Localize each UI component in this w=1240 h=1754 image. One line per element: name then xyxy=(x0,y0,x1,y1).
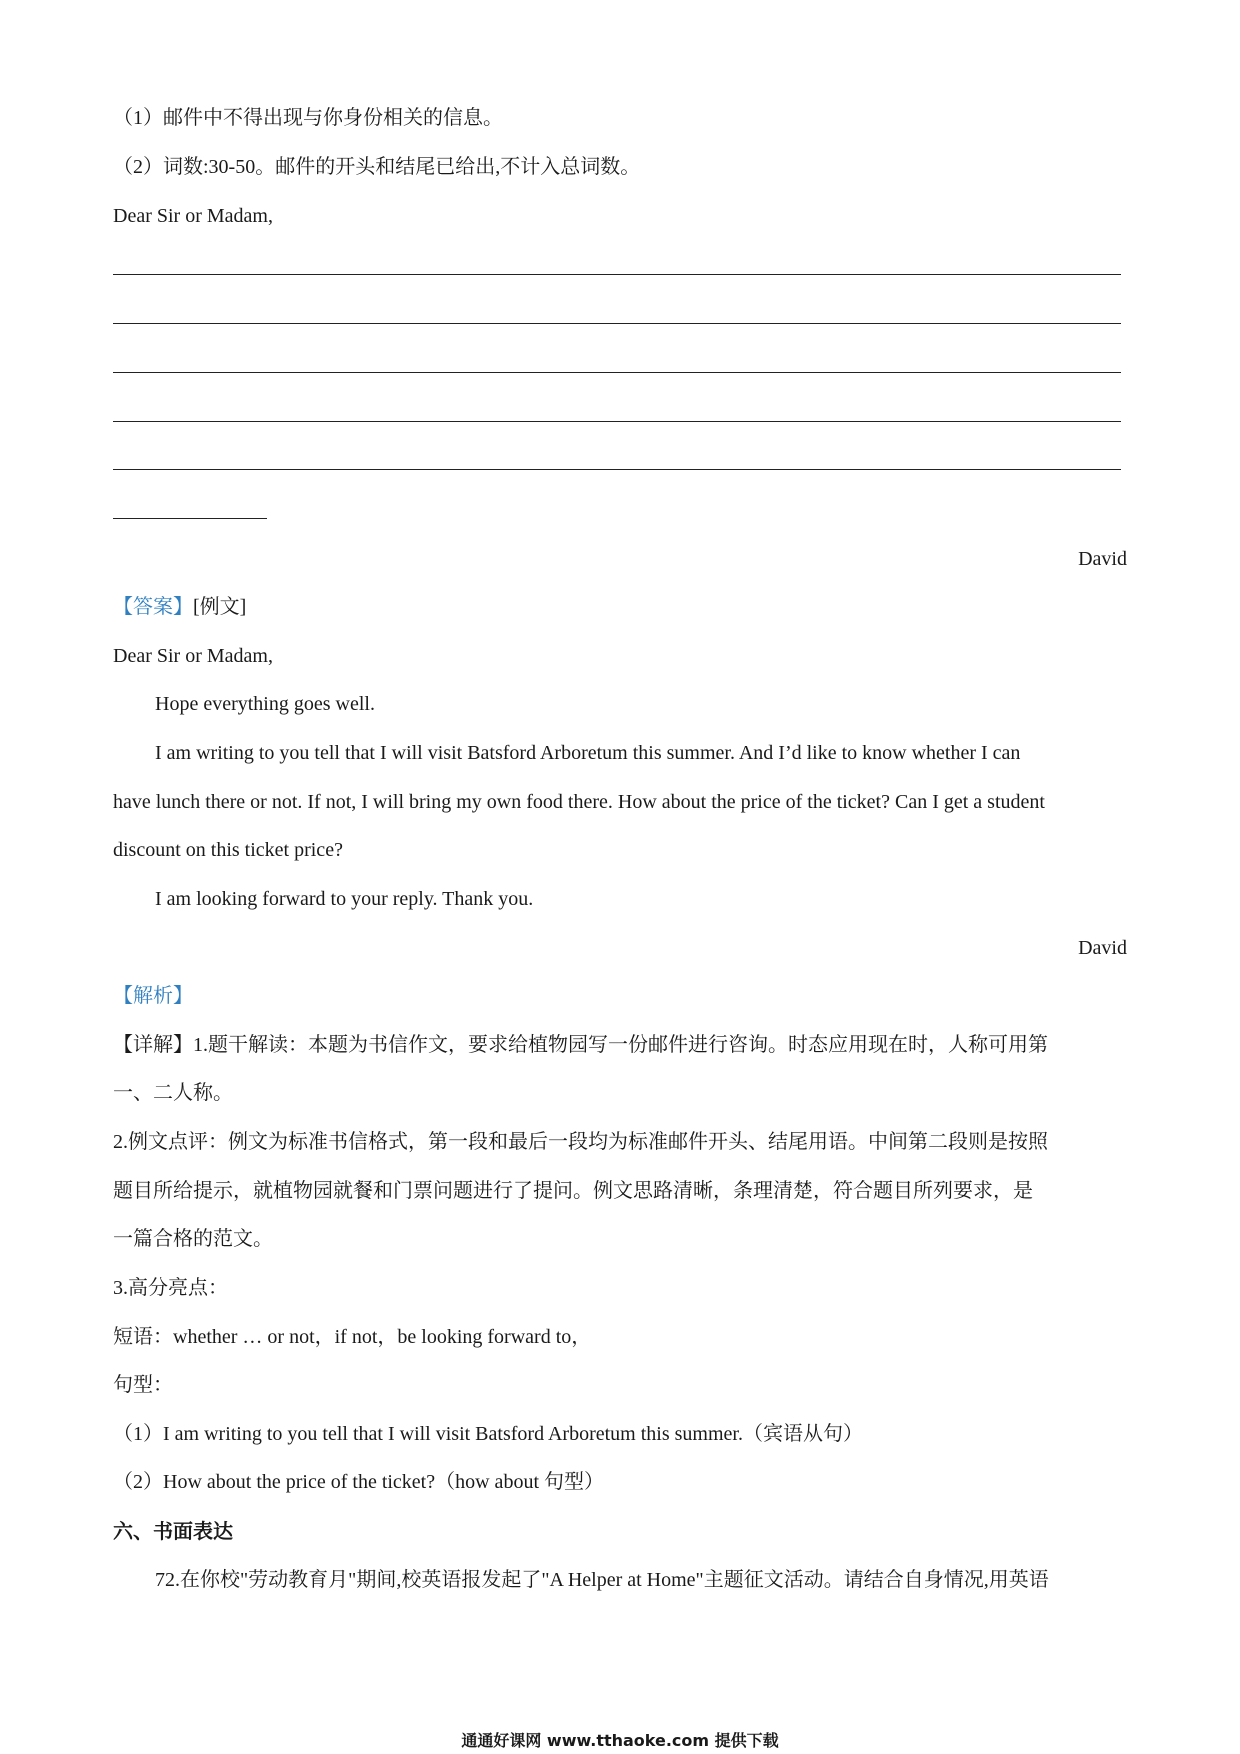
writing-line-2 xyxy=(113,323,1121,324)
answer-salutation: Dear Sir or Madam, xyxy=(113,645,273,667)
requirement-1: （1）邮件中不得出现与你身份相关的信息。 xyxy=(113,107,503,129)
writing-line-4 xyxy=(113,421,1121,422)
answer-paragraph-2-line-2: have lunch there or not. If not, I will bring my own food there. How about the price of the ticket? Can I get a student xyxy=(113,791,1045,813)
answer-paragraph-2-line-1: I am writing to you tell that I will visit Batsford Arboretum this summer. And I’d like to know whether I can xyxy=(155,742,1021,764)
section-heading: 六、书面表达 xyxy=(113,1519,233,1543)
writing-line-5 xyxy=(113,469,1121,470)
analysis-detail-2-line-3: 一篇合格的范文。 xyxy=(113,1228,273,1250)
question-72: 72.在你校"劳动教育月"期间,校英语报发起了"A Helper at Home"主题征文活动。请结合自身情况,用英语 xyxy=(155,1569,1049,1591)
answer-signature: David xyxy=(1078,937,1127,959)
analysis-tag: 【解析】 xyxy=(113,985,193,1007)
analysis-detail-1-line-1: 【详解】1.题干解读：本题为书信作文，要求给植物园写一份邮件进行咨询。时态应用现在时，人称可用第 xyxy=(113,1034,1048,1056)
answer-label: [例文] xyxy=(193,596,247,618)
answer-paragraph-3: I am looking forward to your reply. Thank you. xyxy=(155,888,534,910)
answer-heading xyxy=(113,593,246,621)
analysis-detail-3: 3.高分亮点： xyxy=(113,1277,228,1299)
writing-line-6 xyxy=(113,518,267,519)
writing-line-1 xyxy=(113,274,1121,275)
analysis-sentence-1: （1）I am writing to you tell that I will visit Batsford Arboretum this summer.（宾语从句） xyxy=(113,1423,863,1445)
requirement-2: （2）词数:30-50。邮件的开头和结尾已给出,不计入总词数。 xyxy=(113,156,641,178)
analysis-phrases: 短语：whether … or not，if not，be looking forward to， xyxy=(113,1326,592,1348)
page-footer: 通通好课网 www.tthaoke.com 提供下载 xyxy=(461,1731,779,1750)
answer-paragraph-2-line-3: discount on this ticket price? xyxy=(113,839,343,861)
answer-paragraph-1: Hope everything goes well. xyxy=(155,693,375,715)
letter-signature: David xyxy=(1078,548,1127,570)
letter-salutation: Dear Sir or Madam, xyxy=(113,205,273,227)
analysis-detail-1-line-2: 一、二人称。 xyxy=(113,1082,233,1104)
answer-tag: 【答案】 xyxy=(113,596,193,618)
analysis-detail-2-line-1: 2.例文点评：例文为标准书信格式，第一段和最后一段均为标准邮件开头、结尾用语。中间第二段则是按照 xyxy=(113,1131,1048,1153)
writing-line-3 xyxy=(113,372,1121,373)
analysis-sentence-label: 句型： xyxy=(113,1374,173,1396)
analysis-detail-2-line-2: 题目所给提示，就植物园就餐和门票问题进行了提问。例文思路清晰，条理清楚，符合题目所列要求，是 xyxy=(113,1180,1033,1202)
analysis-sentence-2: （2）How about the price of the ticket?（how about 句型） xyxy=(113,1471,604,1493)
